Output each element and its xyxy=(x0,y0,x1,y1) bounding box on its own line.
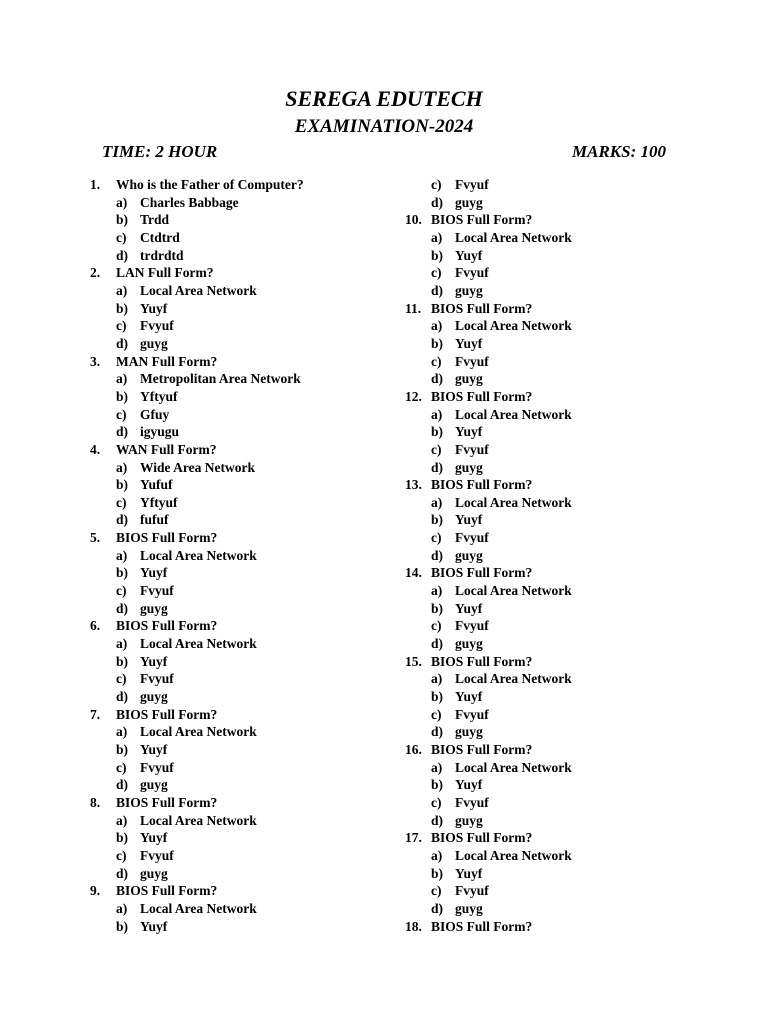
option-line xyxy=(405,423,705,441)
option-text: igyugu xyxy=(140,424,180,440)
option-text: guyg xyxy=(455,282,483,298)
option-text: Local Area Network xyxy=(455,847,572,863)
question-number: 16. xyxy=(405,742,422,757)
option-letter: c) xyxy=(431,883,442,899)
option-text: guyg xyxy=(140,600,168,616)
option-letter: c) xyxy=(431,441,442,457)
option-text: Local Area Network xyxy=(455,229,572,245)
option-line xyxy=(90,653,390,671)
option-line xyxy=(90,812,390,830)
option-letter: b) xyxy=(116,300,129,316)
option-letter: d) xyxy=(431,371,444,387)
option-text: Local Area Network xyxy=(455,759,572,775)
option-text: Yuyf xyxy=(455,865,483,881)
option-letter: a) xyxy=(431,494,443,510)
question-text: BIOS Full Form? xyxy=(116,618,218,634)
option-letter: d) xyxy=(116,512,129,528)
option-letter: c) xyxy=(431,265,442,281)
option-line xyxy=(90,847,390,865)
question-text: BIOS Full Form? xyxy=(116,883,218,899)
option-text: Fvyuf xyxy=(455,177,489,192)
option-letter: a) xyxy=(431,229,443,245)
option-line xyxy=(90,406,390,424)
option-line xyxy=(405,229,705,247)
option-letter: b) xyxy=(431,512,444,528)
question-text: BIOS Full Form? xyxy=(116,706,218,722)
marks-label: MARKS: 100 xyxy=(572,142,666,161)
option-letter: c) xyxy=(116,583,127,599)
option-line xyxy=(405,723,705,741)
option-letter: c) xyxy=(431,618,442,634)
option-text: Yuyf xyxy=(455,600,483,616)
option-letter: a) xyxy=(431,759,443,775)
option-letter: a) xyxy=(116,812,128,828)
option-letter: c) xyxy=(431,177,442,192)
question-text: MAN Full Form? xyxy=(116,353,218,369)
question-number: 2. xyxy=(90,265,101,281)
question-column-left xyxy=(90,176,390,935)
option-text: guyg xyxy=(140,865,168,881)
option-line xyxy=(405,441,705,459)
option-letter: c) xyxy=(116,406,127,422)
option-letter: c) xyxy=(116,318,127,334)
question-line xyxy=(405,829,705,847)
question-number: 1. xyxy=(90,177,101,192)
option-text: Fvyuf xyxy=(140,583,174,599)
question-text: BIOS Full Form? xyxy=(431,212,533,228)
option-text: Local Area Network xyxy=(140,900,257,916)
option-text: guyg xyxy=(455,900,483,916)
question-number: 10. xyxy=(405,212,422,228)
option-line xyxy=(90,300,390,318)
option-line xyxy=(405,776,705,794)
option-text: Fvyuf xyxy=(455,618,489,634)
option-line xyxy=(90,370,390,388)
option-text: Yufuf xyxy=(140,477,173,493)
option-line xyxy=(405,582,705,600)
question-number: 14. xyxy=(405,565,422,581)
option-letter: b) xyxy=(431,247,444,263)
question-text: WAN Full Form? xyxy=(116,441,217,457)
option-letter: c) xyxy=(116,671,127,687)
option-letter: d) xyxy=(431,547,444,563)
option-line xyxy=(90,688,390,706)
option-line xyxy=(405,353,705,371)
option-text: Yuyf xyxy=(140,300,168,316)
option-line xyxy=(405,547,705,565)
option-letter: b) xyxy=(431,335,444,351)
question-line xyxy=(90,706,390,724)
question-number: 18. xyxy=(405,918,422,934)
option-letter: c) xyxy=(116,494,127,510)
option-text: Fvyuf xyxy=(455,353,489,369)
option-letter: d) xyxy=(431,282,444,298)
option-letter: b) xyxy=(116,830,129,846)
question-number: 3. xyxy=(90,353,101,369)
option-text: guyg xyxy=(455,194,483,210)
option-letter: a) xyxy=(431,318,443,334)
option-line xyxy=(405,529,705,547)
question-line xyxy=(90,441,390,459)
option-text: guyg xyxy=(140,335,168,351)
option-letter: b) xyxy=(431,424,444,440)
question-text: Who is the Father of Computer? xyxy=(116,177,304,192)
question-line xyxy=(90,264,390,282)
question-line xyxy=(405,918,705,936)
option-text: Fvyuf xyxy=(140,847,174,863)
option-line xyxy=(405,511,705,529)
option-text: Yuyf xyxy=(455,777,483,793)
option-text: guyg xyxy=(455,812,483,828)
option-text: Yuyf xyxy=(455,335,483,351)
option-line xyxy=(405,194,705,212)
option-line xyxy=(405,865,705,883)
option-letter: a) xyxy=(116,459,128,475)
option-line xyxy=(405,335,705,353)
question-text: BIOS Full Form? xyxy=(116,530,218,546)
option-letter: b) xyxy=(116,653,129,669)
option-letter: d) xyxy=(116,600,129,616)
option-line xyxy=(90,723,390,741)
option-text: fufuf xyxy=(140,512,169,528)
option-letter: b) xyxy=(431,777,444,793)
option-letter: a) xyxy=(431,583,443,599)
option-line xyxy=(90,547,390,565)
option-letter: d) xyxy=(431,636,444,652)
question-line xyxy=(405,211,705,229)
option-letter: a) xyxy=(116,900,128,916)
option-letter: d) xyxy=(116,865,129,881)
option-text: Yuyf xyxy=(140,742,168,757)
question-number: 9. xyxy=(90,883,101,899)
option-text: guyg xyxy=(455,547,483,563)
option-text: guyg xyxy=(140,777,168,793)
option-letter: a) xyxy=(116,194,128,210)
option-line xyxy=(405,264,705,282)
option-line xyxy=(90,476,390,494)
question-column-right xyxy=(405,176,705,935)
option-text: Local Area Network xyxy=(140,812,257,828)
page-title: SEREGA EDUTECH xyxy=(285,86,483,111)
question-number: 15. xyxy=(405,653,422,669)
option-line xyxy=(90,900,390,918)
option-line xyxy=(90,229,390,247)
option-letter: a) xyxy=(116,724,128,740)
question-text: BIOS Full Form? xyxy=(431,653,533,669)
option-line xyxy=(405,882,705,900)
option-text: Fvyuf xyxy=(455,794,489,810)
option-text: guyg xyxy=(455,459,483,475)
option-line xyxy=(90,776,390,794)
question-line xyxy=(405,653,705,671)
option-text: Yuyf xyxy=(140,653,168,669)
option-line xyxy=(405,812,705,830)
option-letter: a) xyxy=(431,671,443,687)
option-line xyxy=(90,829,390,847)
option-text: guyg xyxy=(455,371,483,387)
option-letter: d) xyxy=(431,459,444,475)
option-letter: a) xyxy=(116,282,128,298)
option-line xyxy=(405,706,705,724)
option-line xyxy=(90,865,390,883)
question-line xyxy=(90,529,390,547)
option-letter: c) xyxy=(431,530,442,546)
option-letter: d) xyxy=(431,812,444,828)
option-letter: c) xyxy=(431,706,442,722)
option-line xyxy=(90,423,390,441)
question-text: BIOS Full Form? xyxy=(431,830,533,846)
option-letter: b) xyxy=(116,212,129,228)
option-line xyxy=(90,335,390,353)
option-text: Metropolitan Area Network xyxy=(140,371,301,387)
option-line xyxy=(90,582,390,600)
option-line xyxy=(90,494,390,512)
option-letter: a) xyxy=(116,547,128,563)
exam-subtitle: EXAMINATION-2024 xyxy=(294,116,474,137)
option-line xyxy=(405,617,705,635)
option-letter: b) xyxy=(431,865,444,881)
option-line xyxy=(90,670,390,688)
option-text: Fvyuf xyxy=(455,441,489,457)
option-line xyxy=(90,211,390,229)
option-text: trdrdtd xyxy=(140,247,184,263)
question-number: 5. xyxy=(90,530,101,546)
time-label: TIME: 2 HOUR xyxy=(102,142,218,161)
option-line xyxy=(90,741,390,759)
option-text: Local Area Network xyxy=(455,583,572,599)
option-text: Local Area Network xyxy=(455,406,572,422)
option-text: Charles Babbage xyxy=(140,194,239,210)
question-line xyxy=(90,882,390,900)
option-line xyxy=(90,247,390,265)
question-line xyxy=(405,300,705,318)
option-text: Wide Area Network xyxy=(140,459,255,475)
option-line xyxy=(405,635,705,653)
option-text: Yuyf xyxy=(455,247,483,263)
option-letter: d) xyxy=(431,194,444,210)
option-line xyxy=(90,635,390,653)
option-text: Fvyuf xyxy=(455,883,489,899)
option-line xyxy=(405,406,705,424)
question-text: BIOS Full Form? xyxy=(431,742,533,757)
option-letter: a) xyxy=(431,847,443,863)
question-text: LAN Full Form? xyxy=(116,265,214,281)
option-text: guyg xyxy=(455,636,483,652)
option-text: Fvyuf xyxy=(455,265,489,281)
option-line xyxy=(90,317,390,335)
option-letter: b) xyxy=(116,742,129,757)
option-letter: d) xyxy=(431,724,444,740)
option-text: Yftyuf xyxy=(140,494,178,510)
question-line xyxy=(405,476,705,494)
option-letter: c) xyxy=(431,794,442,810)
option-text: Local Area Network xyxy=(140,636,257,652)
question-text: BIOS Full Form? xyxy=(431,918,533,934)
question-line xyxy=(90,794,390,812)
option-text: Trdd xyxy=(140,212,170,228)
option-text: Local Area Network xyxy=(455,671,572,687)
question-line xyxy=(90,353,390,371)
option-text: Local Area Network xyxy=(140,547,257,563)
option-text: Fvyuf xyxy=(140,318,174,334)
option-text: Local Area Network xyxy=(140,724,257,740)
option-line xyxy=(405,759,705,777)
option-letter: d) xyxy=(116,777,129,793)
option-text: Yuyf xyxy=(455,424,483,440)
option-letter: b) xyxy=(116,477,129,493)
option-letter: d) xyxy=(116,335,129,351)
option-letter: a) xyxy=(431,406,443,422)
question-line xyxy=(90,617,390,635)
question-text: BIOS Full Form? xyxy=(431,388,533,404)
option-line xyxy=(405,670,705,688)
question-number: 7. xyxy=(90,706,101,722)
option-line xyxy=(90,194,390,212)
option-line xyxy=(405,900,705,918)
option-letter: b) xyxy=(116,388,129,404)
option-text: Fvyuf xyxy=(140,759,174,775)
option-line xyxy=(90,459,390,477)
question-text: BIOS Full Form? xyxy=(431,565,533,581)
option-letter: c) xyxy=(116,847,127,863)
option-letter: b) xyxy=(116,565,129,581)
question-number: 12. xyxy=(405,388,422,404)
option-line xyxy=(405,600,705,618)
option-letter: d) xyxy=(116,689,129,705)
option-text: Fvyuf xyxy=(455,706,489,722)
option-text: Yuyf xyxy=(140,918,168,934)
option-text: Yftyuf xyxy=(140,388,178,404)
question-line xyxy=(405,741,705,759)
option-text: Yuyf xyxy=(140,565,168,581)
option-line xyxy=(405,282,705,300)
option-letter: c) xyxy=(431,353,442,369)
option-line xyxy=(90,564,390,582)
option-letter: d) xyxy=(431,900,444,916)
option-line xyxy=(90,759,390,777)
question-number: 17. xyxy=(405,830,422,846)
question-text: BIOS Full Form? xyxy=(431,477,533,493)
option-line xyxy=(405,494,705,512)
option-letter: b) xyxy=(431,600,444,616)
option-text: Fvyuf xyxy=(140,671,174,687)
option-text: Ctdtrd xyxy=(140,229,180,245)
question-line xyxy=(90,176,390,194)
option-text: Local Area Network xyxy=(455,318,572,334)
question-text: BIOS Full Form? xyxy=(116,794,218,810)
option-text: Fvyuf xyxy=(455,530,489,546)
option-line xyxy=(90,388,390,406)
question-number: 4. xyxy=(90,441,101,457)
option-text: Local Area Network xyxy=(140,282,257,298)
option-line xyxy=(405,847,705,865)
option-text: Local Area Network xyxy=(455,494,572,510)
question-number: 8. xyxy=(90,794,101,810)
option-letter: c) xyxy=(116,759,127,775)
option-line xyxy=(405,688,705,706)
option-text: Yuyf xyxy=(455,512,483,528)
option-letter: b) xyxy=(431,689,444,705)
option-text: Gfuy xyxy=(140,406,170,422)
option-line xyxy=(90,282,390,300)
option-text: guyg xyxy=(140,689,168,705)
option-letter: a) xyxy=(116,636,128,652)
option-text: guyg xyxy=(455,724,483,740)
option-letter: d) xyxy=(116,247,129,263)
option-letter: b) xyxy=(116,918,129,934)
question-number: 6. xyxy=(90,618,101,634)
question-line xyxy=(405,388,705,406)
option-line xyxy=(405,317,705,335)
question-line xyxy=(405,564,705,582)
question-number: 13. xyxy=(405,477,422,493)
option-line xyxy=(405,370,705,388)
question-number: 11. xyxy=(405,300,422,316)
option-line xyxy=(405,247,705,265)
option-line xyxy=(405,794,705,812)
option-line xyxy=(405,459,705,477)
option-line xyxy=(90,918,390,936)
option-text: Yuyf xyxy=(455,689,483,705)
option-line xyxy=(90,511,390,529)
option-line xyxy=(90,600,390,618)
option-letter: a) xyxy=(116,371,128,387)
option-letter: d) xyxy=(116,424,129,440)
option-line xyxy=(405,176,705,194)
option-text: Yuyf xyxy=(140,830,168,846)
option-letter: c) xyxy=(116,229,127,245)
question-text: BIOS Full Form? xyxy=(431,300,533,316)
